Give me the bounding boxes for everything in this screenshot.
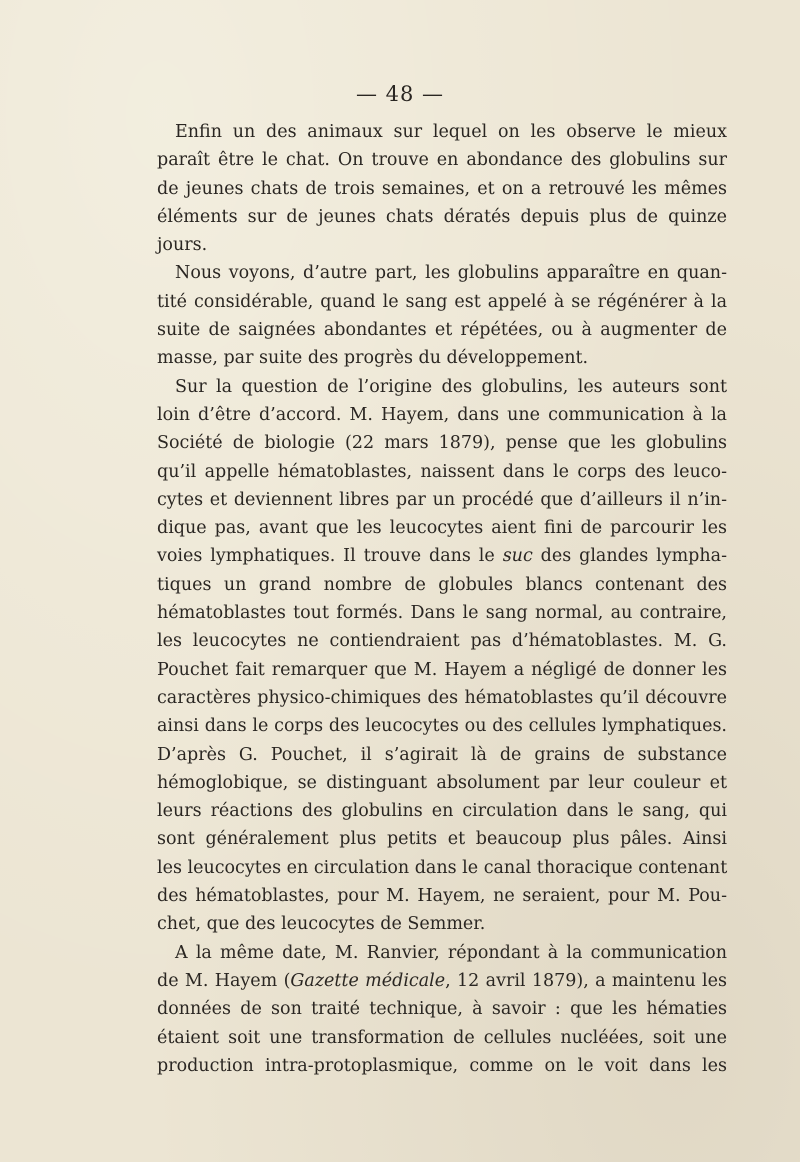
text-line: étaient soit une transformation de cellules nucléées, soit une	[157, 1027, 727, 1048]
text-line: cytes et deviennent libres par un procédé que d’ailleurs il n’in-	[157, 489, 727, 510]
text-line: production intra-protoplasmique, comme on le voit dans les	[157, 1055, 727, 1076]
text-segment: des glandes lympha-	[532, 546, 727, 567]
text-line	[157, 967, 727, 995]
text-line: hématoblastes tout formés. Dans le sang normal, au contraire,	[157, 603, 727, 624]
text-line: Nous voyons, d’autre part, les globulins apparaître en quan-	[175, 263, 727, 284]
text-line: Enfin un des animaux sur lequel on les observe le mieux	[175, 122, 727, 142]
text-line: de jeunes chats de trois semaines, et on a retrouvé les mêmes	[157, 178, 727, 199]
text-line: Pouchet fait remarquer que M. Hayem a négligé de donner les	[157, 659, 727, 680]
text-line: les leucocytes en circulation dans le canal thoracique contenant	[157, 857, 728, 878]
text-line: des hématoblastes, pour M. Hayem, ne seraient, pour M. Pou-	[157, 886, 727, 907]
text-line: éléments sur de jeunes chats dératés depuis plus de quinze	[157, 206, 727, 227]
text-line: masse, par suite des progrès du développement.	[157, 348, 589, 369]
page-number: — 48 —	[355, 82, 445, 106]
text-line: D’après G. Pouchet, il s’agirait là de grains de substance	[157, 744, 727, 765]
text-line: les leucocytes ne contiendraient pas d’hématoblastes. M. G.	[157, 631, 727, 652]
text-line: Société de biologie (22 mars 1879), pense que les globulins	[157, 433, 727, 454]
text-segment: , 12 avril 1879), a maintenu les	[445, 970, 727, 991]
text-line: paraît être le chat. On trouve en abondance des globulins sur	[157, 150, 727, 171]
text-line: Sur la question de l’origine des globulins, les auteurs sont	[175, 376, 727, 397]
text-line: jours.	[157, 235, 208, 256]
text-line: ainsi dans le corps des leucocytes ou des cellules lymphatiques.	[157, 716, 727, 737]
text-line: suite de saignées abondantes et répétées, ou à augmenter de	[157, 320, 727, 341]
body-text	[157, 118, 727, 1080]
text-line: dique pas, avant que les leucocytes aient fini de parcourir les	[157, 518, 727, 539]
text-line: tité considérable, quand le sang est appelé à se régénérer à la	[157, 291, 727, 312]
italic-text: Gazette médicale	[290, 970, 446, 991]
text-line: leurs réactions des globulins en circulation dans le sang, qui	[157, 801, 727, 822]
italic-text: suc	[502, 546, 533, 567]
text-line: chet, que des leucocytes de Semmer.	[157, 914, 486, 935]
text-line: hémoglobique, se distinguant absolument par leur couleur et	[157, 772, 727, 793]
text-segment: voies lymphatiques. Il trouve dans le	[157, 546, 503, 567]
text-line: caractères physico-chimiques des hématoblastes qu’il découvre	[157, 687, 727, 708]
text-line: loin d’être d’accord. M. Hayem, dans une communication à la	[157, 404, 727, 425]
text-line: qu’il appelle hématoblastes, naissent dans le corps des leuco-	[157, 461, 727, 482]
text-line	[157, 542, 727, 570]
text-line: sont généralement plus petits et beaucoup plus pâles. Ainsi	[157, 829, 727, 850]
text-segment: de M. Hayem (	[157, 970, 291, 991]
text-line: données de son traité technique, à savoir : que les hématies	[157, 999, 727, 1020]
text-line: tiques un grand nombre de globules blancs contenant des	[157, 574, 727, 595]
text-line: A la même date, M. Ranvier, répondant à la communication	[175, 942, 727, 963]
